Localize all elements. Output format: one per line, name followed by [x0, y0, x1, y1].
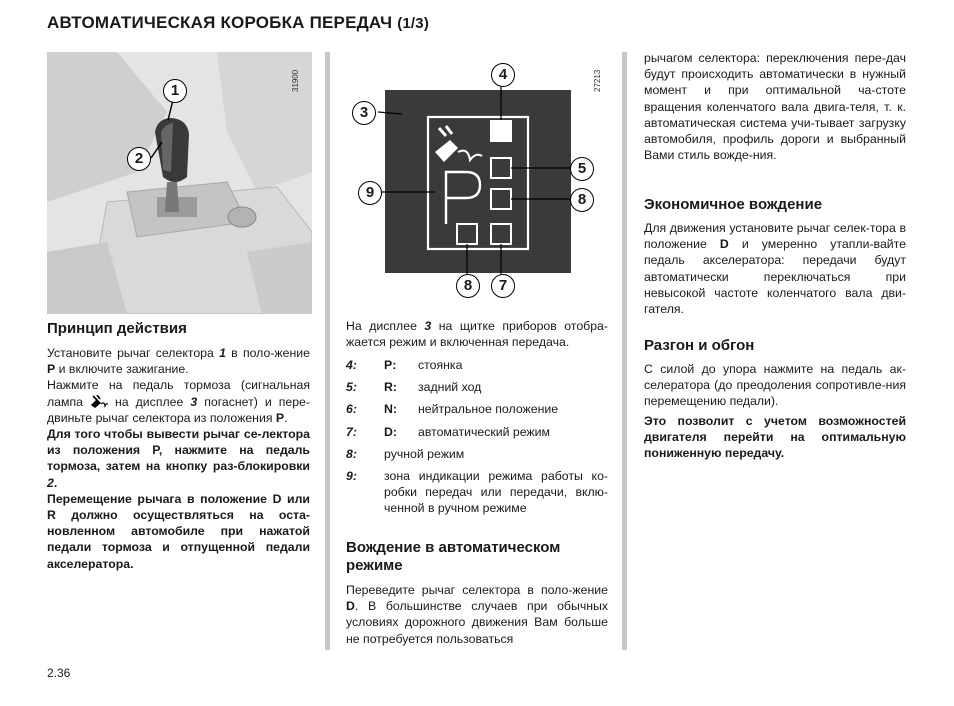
- column-divider-right: [622, 52, 627, 650]
- accel-text: С силой до упора нажмите на педаль ак-селератора (до преодоления сопротивле-ния перемещению педали).: [644, 362, 906, 409]
- legend-item-9: 9: зона индикации режима работы ко-робки передач или передачи, вклю-ченной в ручном режиме: [346, 469, 608, 515]
- callout-2: 2: [127, 147, 151, 171]
- section-heading-accel: Разгон и обгон: [644, 337, 755, 354]
- eco-text: Для движения установите рычаг селек-тора в положение D и умеренно утапли-вайте педаль акселератора: передачи будут автоматически переключаться при невысокой частоте коленчатого вала дви-гателя.: [644, 221, 906, 317]
- callout-4: 4: [491, 63, 515, 87]
- section-heading-auto: Вождение в автоматическом режиме: [346, 539, 561, 574]
- instrument-display-figure: [340, 52, 620, 302]
- page-number: 2.36: [47, 666, 71, 680]
- display-intro: На дисплее 3 на щитке приборов отобра-жается режим и включенная передача.: [346, 319, 608, 350]
- callout-1: 1: [163, 79, 187, 103]
- callout-7: 7: [491, 274, 515, 298]
- page-title: АВТОМАТИЧЕСКАЯ КОРОБКА ПЕРЕДАЧ (1/3): [47, 13, 430, 32]
- accel-note: Это позволит с учетом возможностей двигателя перейти на оптимальную пониженную передачу.: [644, 414, 906, 461]
- brake-lamp-icon: [90, 395, 108, 408]
- section-heading-principle: Принцип действия: [47, 320, 187, 337]
- figure-code: 31900: [291, 69, 300, 92]
- auto-mode-continued: рычагом селектора: переключения пере-дач будут происходить автоматически в нужный момент и при оптимальной ча-стоте вращения коленчатого вала двига-теля, т. к. автоматическая система учи-тывает загрузку автомобиля, профиль дороги и выбранный Вами стиль вожде-ния.: [644, 51, 906, 163]
- callout-6: 8: [570, 188, 594, 212]
- gear-selector-photo: [47, 52, 312, 314]
- callout-5: 5: [570, 157, 594, 181]
- figure-code: 27213: [593, 69, 602, 92]
- callout-3: 3: [352, 101, 376, 125]
- callout-8: 8: [456, 274, 480, 298]
- auto-mode-text: Переведите рычаг селектора в поло-жение D. В большинстве случаев при обычных условиях дорожного движения Вам больше не потребуется пользоваться: [346, 583, 608, 646]
- principle-text: Установите рычаг селектора 1 в поло-жение P и включите зажигание. Нажмите на педаль тормоза (сигнальная лампа на дисплее 3 погаснет) и пере-двиньте рычаг селектора из положения P. Для того чтобы вывести рычаг се-лектора из положения P, нажмите на педаль тормоза, затем на кнопку раз-блокировки 2. Перемещение рычага в положение D или R должно осуществляться на оста-новленном автомобиле при нажатой педали тормоза и отпущенной педали акселератора.: [47, 346, 310, 571]
- section-heading-eco: Экономичное вождение: [644, 196, 823, 213]
- column-divider-left: [325, 52, 330, 650]
- callout-9: 9: [358, 181, 382, 205]
